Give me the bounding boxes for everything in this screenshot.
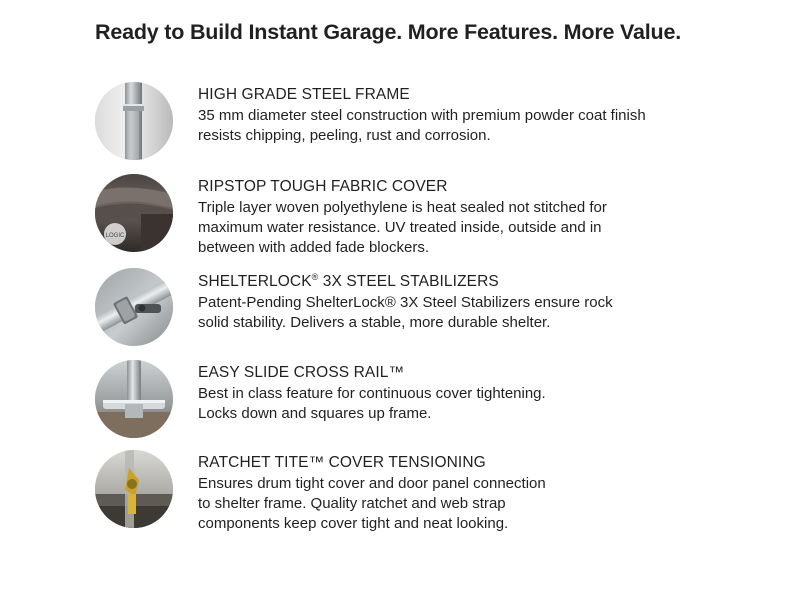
feature-thumbnail-wrap <box>95 268 179 346</box>
feature-item <box>95 450 785 534</box>
feature-description <box>198 384 785 424</box>
feature-thumbnail-wrap <box>95 450 179 528</box>
feature-line: Patent-Pending ShelterLock® 3X Steel Stabilizers ensure rock <box>198 293 613 311</box>
feature-text <box>179 360 785 424</box>
feature-line: solid stability. Delivers a stable, more durable shelter. <box>198 313 551 331</box>
steel-frame-photo <box>95 82 173 160</box>
svg-text:LOGIC: LOGIC <box>105 233 125 239</box>
page-title: Ready to Build Instant Garage. More Features. More Value. <box>95 20 681 44</box>
feature-item <box>95 174 785 258</box>
feature-text <box>179 268 785 333</box>
fabric-cover-photo <box>95 174 173 252</box>
registered-mark: ® <box>311 271 319 282</box>
ratchet-tensioning-photo <box>95 450 173 528</box>
feature-line: to shelter frame. Quality ratchet and web strap <box>198 494 506 512</box>
feature-line: components keep cover tight and neat looking. <box>198 514 509 532</box>
feature-title: RIPSTOP TOUGH FABRIC COVER <box>198 178 448 195</box>
feature-title-main: SHELTERLOCK <box>198 272 312 290</box>
feature-line: Ensures drum tight cover and door panel connection <box>198 474 546 492</box>
cross-rail-photo <box>95 360 173 438</box>
feature-line: Triple layer woven polyethylene is heat sealed not stitched for <box>198 199 607 216</box>
feature-thumbnail-wrap <box>95 82 179 160</box>
feature-title <box>198 272 785 291</box>
feature-item <box>95 82 785 160</box>
feature-thumbnail-wrap <box>95 360 179 438</box>
feature-description <box>198 293 785 333</box>
feature-thumbnail-wrap <box>95 174 179 252</box>
feature-title: RATCHET TITE™ COVER TENSIONING <box>198 453 486 471</box>
feature-line: resists chipping, peeling, rust and corrosion. <box>198 126 491 144</box>
feature-line: between with added fade blockers. <box>198 238 429 256</box>
feature-title-rest: 3X STEEL STABILIZERS <box>318 272 499 290</box>
feature-line: maximum water resistance. UV treated inside, outside and in <box>198 218 602 236</box>
feature-title: EASY SLIDE CROSS RAIL™ <box>198 363 405 381</box>
features-list <box>95 82 785 534</box>
feature-line: 35 mm diameter steel construction with premium powder coat finish <box>198 107 646 124</box>
feature-title: HIGH GRADE STEEL FRAME <box>198 86 410 103</box>
feature-description <box>198 474 785 534</box>
feature-line: Locks down and squares up frame. <box>198 404 432 422</box>
feature-description <box>198 106 785 146</box>
shelterlock-stabilizer-photo <box>95 268 173 346</box>
feature-text <box>179 450 785 534</box>
feature-line: Best in class feature for continuous cover tightening. <box>198 384 546 402</box>
feature-text <box>179 82 785 146</box>
feature-text <box>179 174 785 258</box>
feature-item <box>95 360 785 438</box>
feature-description <box>198 198 785 258</box>
feature-item <box>95 268 785 346</box>
